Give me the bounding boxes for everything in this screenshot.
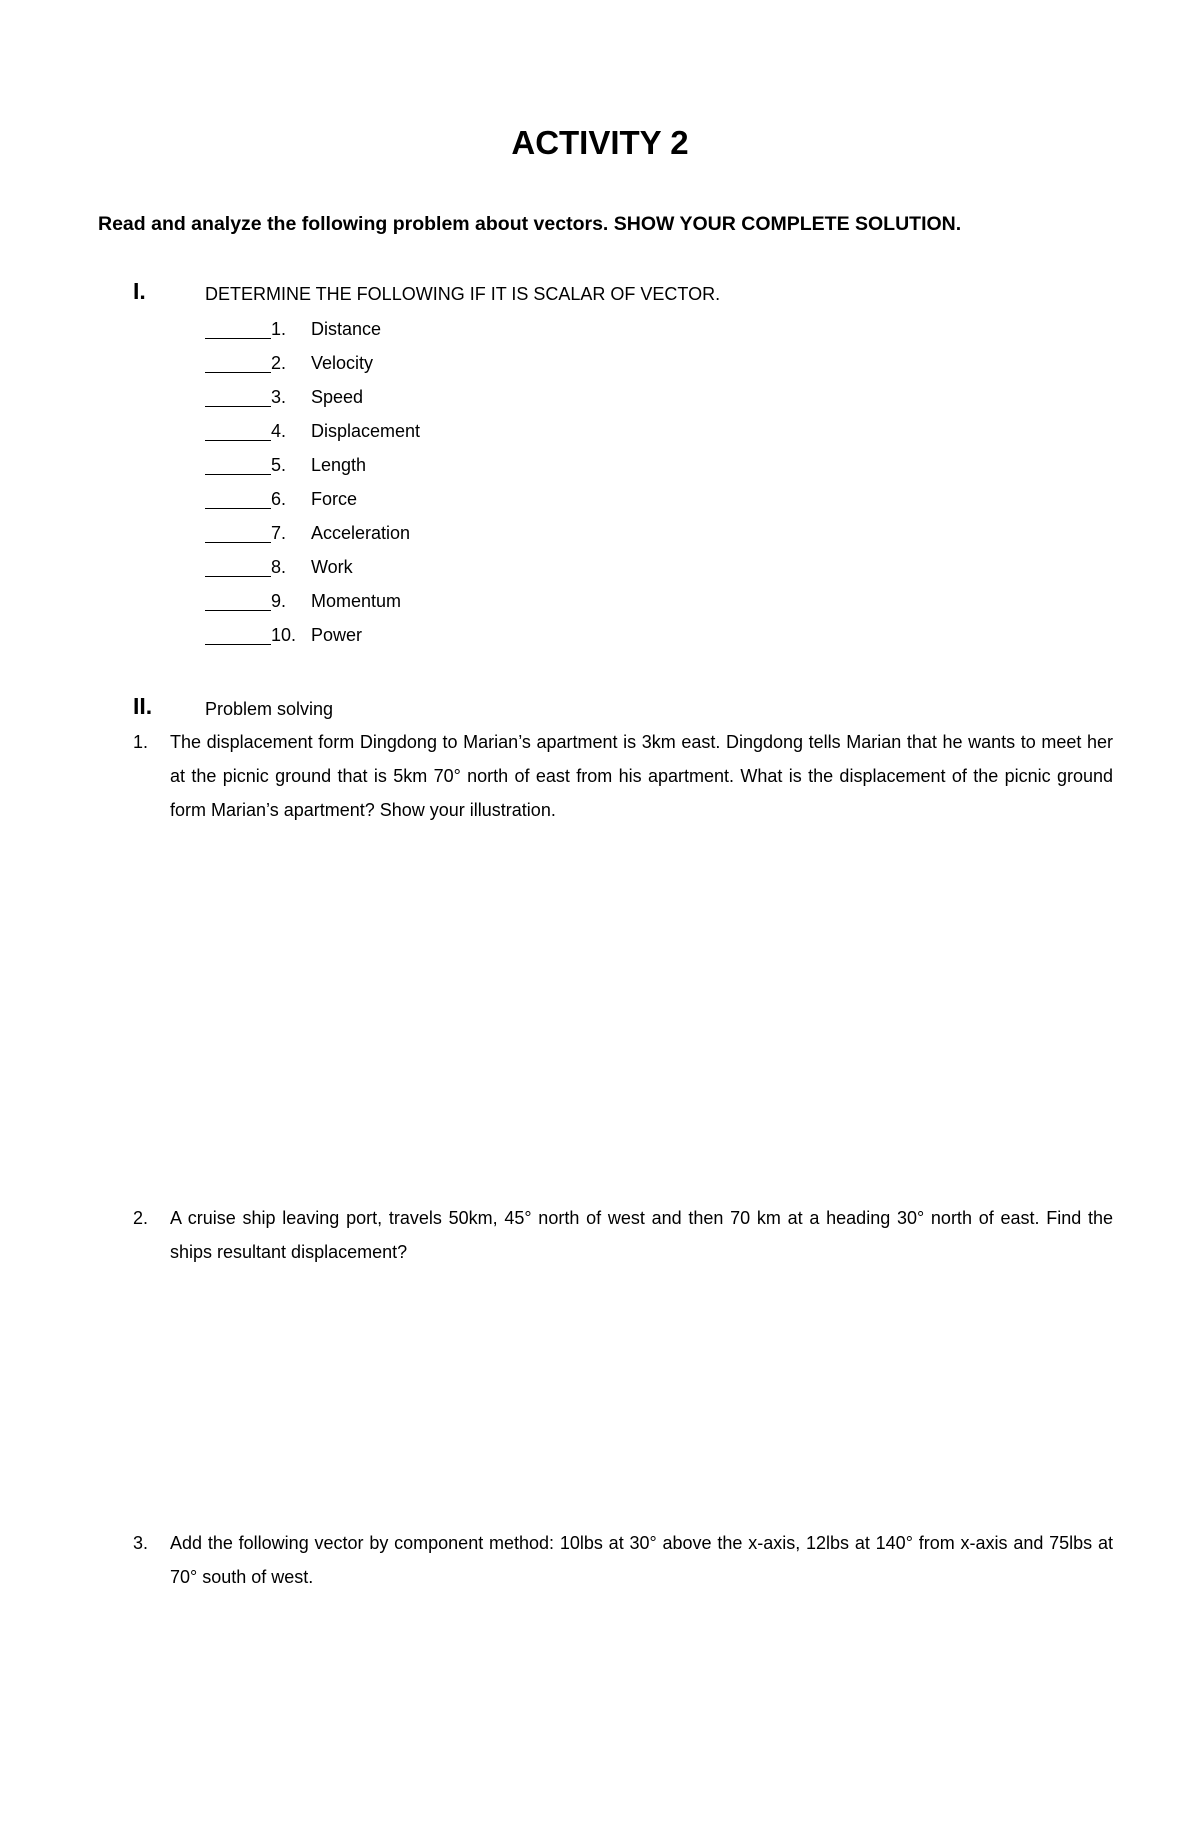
section-2-numeral: II.	[133, 693, 153, 719]
problem-number: 1.	[133, 732, 149, 752]
section-1-heading: DETERMINE THE FOLLOWING IF IT IS SCALAR OF VECTOR.	[205, 284, 721, 304]
problem-text: Add the following vector by component method: 10lbs at 30° above the x-axis, 12lbs at 140° from x-axis and 75lbs at 70° south of west.	[170, 1533, 1113, 1587]
list-item: 4. Displacement	[205, 420, 420, 454]
answer-blank[interactable]	[205, 318, 271, 339]
section-2-heading: Problem solving	[205, 699, 334, 719]
section-1-numeral: I.	[133, 278, 146, 304]
problem-text: The displacement form Dingdong to Marian’s apartment is 3km east. Dingdong tells Marian that he wants to meet her at the picnic ground that is 5km 70° north of east from his apartment. What is the displacement of the picnic ground form Marian’s apartment? Show your illustration.	[170, 732, 1113, 820]
answer-blank[interactable]	[205, 522, 271, 543]
problem-number: 3.	[133, 1533, 149, 1553]
list-item: 5. Length	[205, 454, 420, 488]
list-item: 6. Force	[205, 488, 420, 522]
list-item: 3. Speed	[205, 386, 420, 420]
list-item: 1. Distance	[205, 318, 420, 352]
list-item: 10. Power	[205, 624, 420, 658]
list-item: 8. Work	[205, 556, 420, 590]
problem-2	[133, 1201, 1113, 1269]
problem-number: 2.	[133, 1208, 149, 1228]
answer-blank[interactable]	[205, 352, 271, 373]
answer-blank[interactable]	[205, 386, 271, 407]
list-item: 2. Velocity	[205, 352, 420, 386]
answer-blank[interactable]	[205, 454, 271, 475]
answer-blank[interactable]	[205, 556, 271, 577]
answer-blank[interactable]	[205, 624, 271, 645]
problem-3	[133, 1526, 1113, 1594]
list-item: 9. Momentum	[205, 590, 420, 624]
answer-blank[interactable]	[205, 488, 271, 509]
instruction-text: Read and analyze the following problem about vectors. SHOW YOUR COMPLETE SOLUTION.	[98, 213, 962, 235]
answer-blank[interactable]	[205, 420, 271, 441]
problem-1	[133, 725, 1113, 827]
page-title: ACTIVITY 2	[511, 124, 689, 161]
scalar-vector-list	[205, 318, 420, 658]
problem-text: A cruise ship leaving port, travels 50km, 45° north of west and then 70 km at a heading 30° north of east. Find the ships resultant displacement?	[170, 1208, 1113, 1262]
answer-blank[interactable]	[205, 590, 271, 611]
list-item: 7. Acceleration	[205, 522, 420, 556]
